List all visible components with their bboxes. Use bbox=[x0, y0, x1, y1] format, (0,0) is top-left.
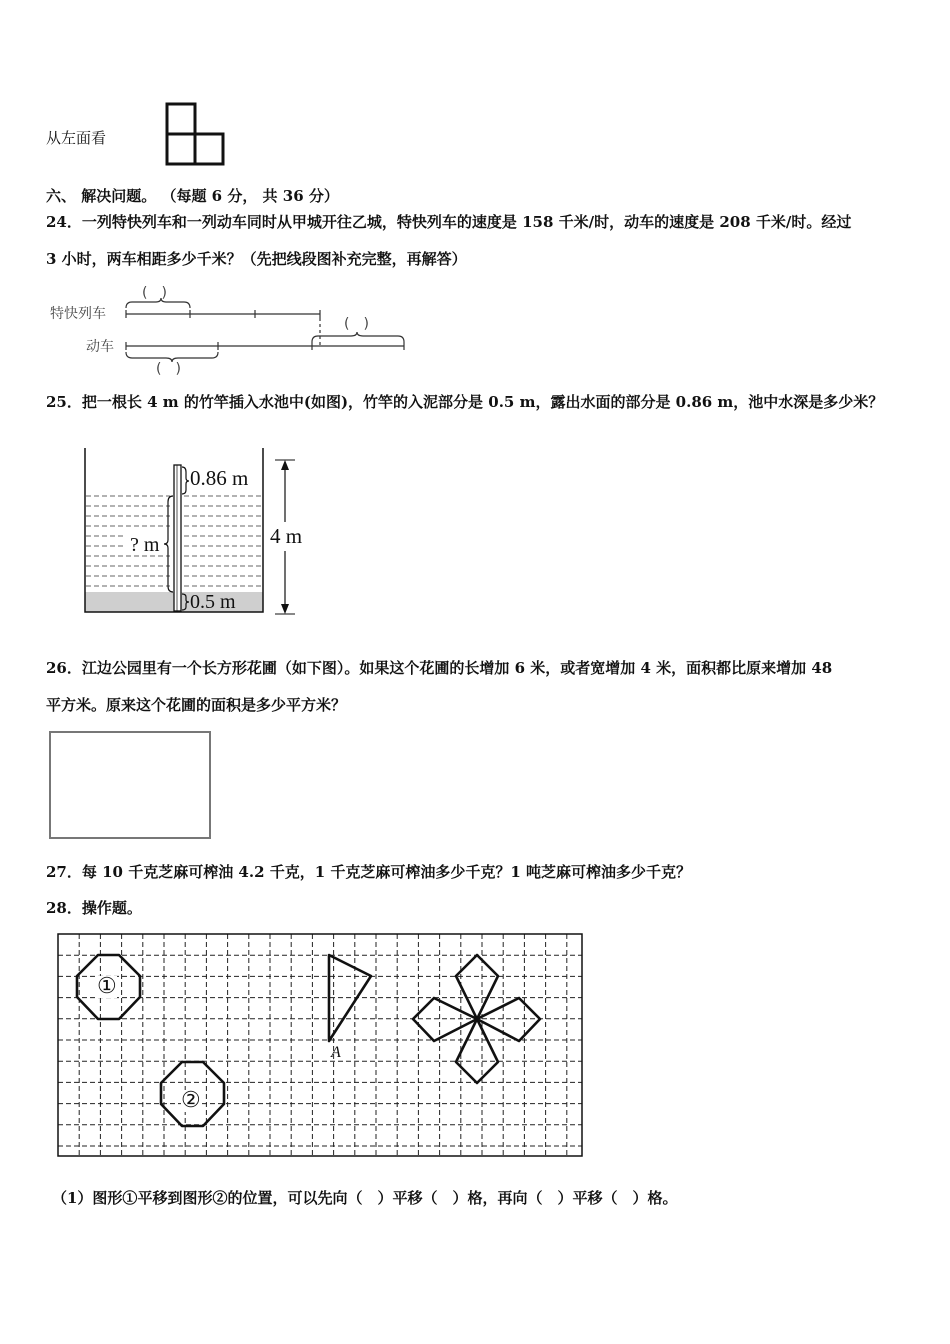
petal-left bbox=[413, 998, 477, 1041]
q26-text-line2: 平方米。原来这个花圃的面积是多少平方米？ bbox=[46, 696, 347, 714]
section-title: 六、 解决问题。 （每题 6 分， 共 36 分） bbox=[46, 187, 339, 205]
q25-text: 25．把一根长 4 m 的竹竿插入水池中(如图)，竹竿的入泥部分是 0.5 m，露出水面的部分是 0.86 m，池中水深是多少米？ bbox=[46, 393, 884, 411]
petal-right bbox=[477, 998, 540, 1041]
q26-text-line1: 26．江边公园里有一个长方形花圃（如下图）。如果这个花圃的长增加 6 米，或者宽增加 4 米，面积都比原来增加 48 bbox=[46, 659, 833, 677]
q24-line-diagram bbox=[46, 280, 426, 380]
grid bbox=[56, 932, 586, 1162]
q25-pool-diagram bbox=[80, 440, 320, 620]
flower-bed-rectangle bbox=[49, 731, 211, 839]
petal-top bbox=[456, 955, 498, 1019]
mud-depth-label: 0.5 m bbox=[190, 591, 236, 613]
segment-lines bbox=[46, 280, 426, 380]
point-a-label: A bbox=[331, 1044, 341, 1061]
bullet-train-label: 动车 bbox=[86, 339, 114, 355]
shape-2-label: ② bbox=[181, 1088, 201, 1113]
q28-grid-figure bbox=[56, 932, 586, 1162]
blank-bottom: ( ) bbox=[156, 361, 181, 377]
blank-top: ( ) bbox=[142, 285, 167, 301]
shape-1-label: ① bbox=[97, 974, 117, 999]
blank-right: ( ) bbox=[344, 316, 369, 332]
above-water-label: 0.86 m bbox=[190, 466, 249, 490]
q27-text: 27．每 10 千克芝麻可榨油 4.2 千克，1 千克芝麻可榨油多少千克？1 吨芝麻可榨油多少千克？ bbox=[46, 863, 692, 881]
q28-title: 28．操作题。 bbox=[46, 899, 142, 917]
pole-length-label: 4 m bbox=[270, 522, 302, 551]
q24-text-line1: 24．一列特快列车和一列动车同时从甲城开往乙城，特快列车的速度是 158 千米/时，动车的速度是 208 千米/时。经过 bbox=[46, 213, 852, 231]
left-view-figure bbox=[160, 100, 230, 170]
view-left-label: 从左面看 bbox=[46, 129, 107, 147]
q24-text-line2: 3 小时，两车相距多少千米？（先把线段图补充完整，再解答） bbox=[46, 250, 467, 268]
q28-sub1-text: （1）图形①平移到图形②的位置，可以先向（ ）平移（ ）格，再向（ ）平移（ ）格。 bbox=[52, 1189, 678, 1207]
water-depth-label: ? m bbox=[130, 534, 160, 556]
express-train-label: 特快列车 bbox=[50, 306, 106, 322]
petal-bottom bbox=[456, 1019, 498, 1083]
